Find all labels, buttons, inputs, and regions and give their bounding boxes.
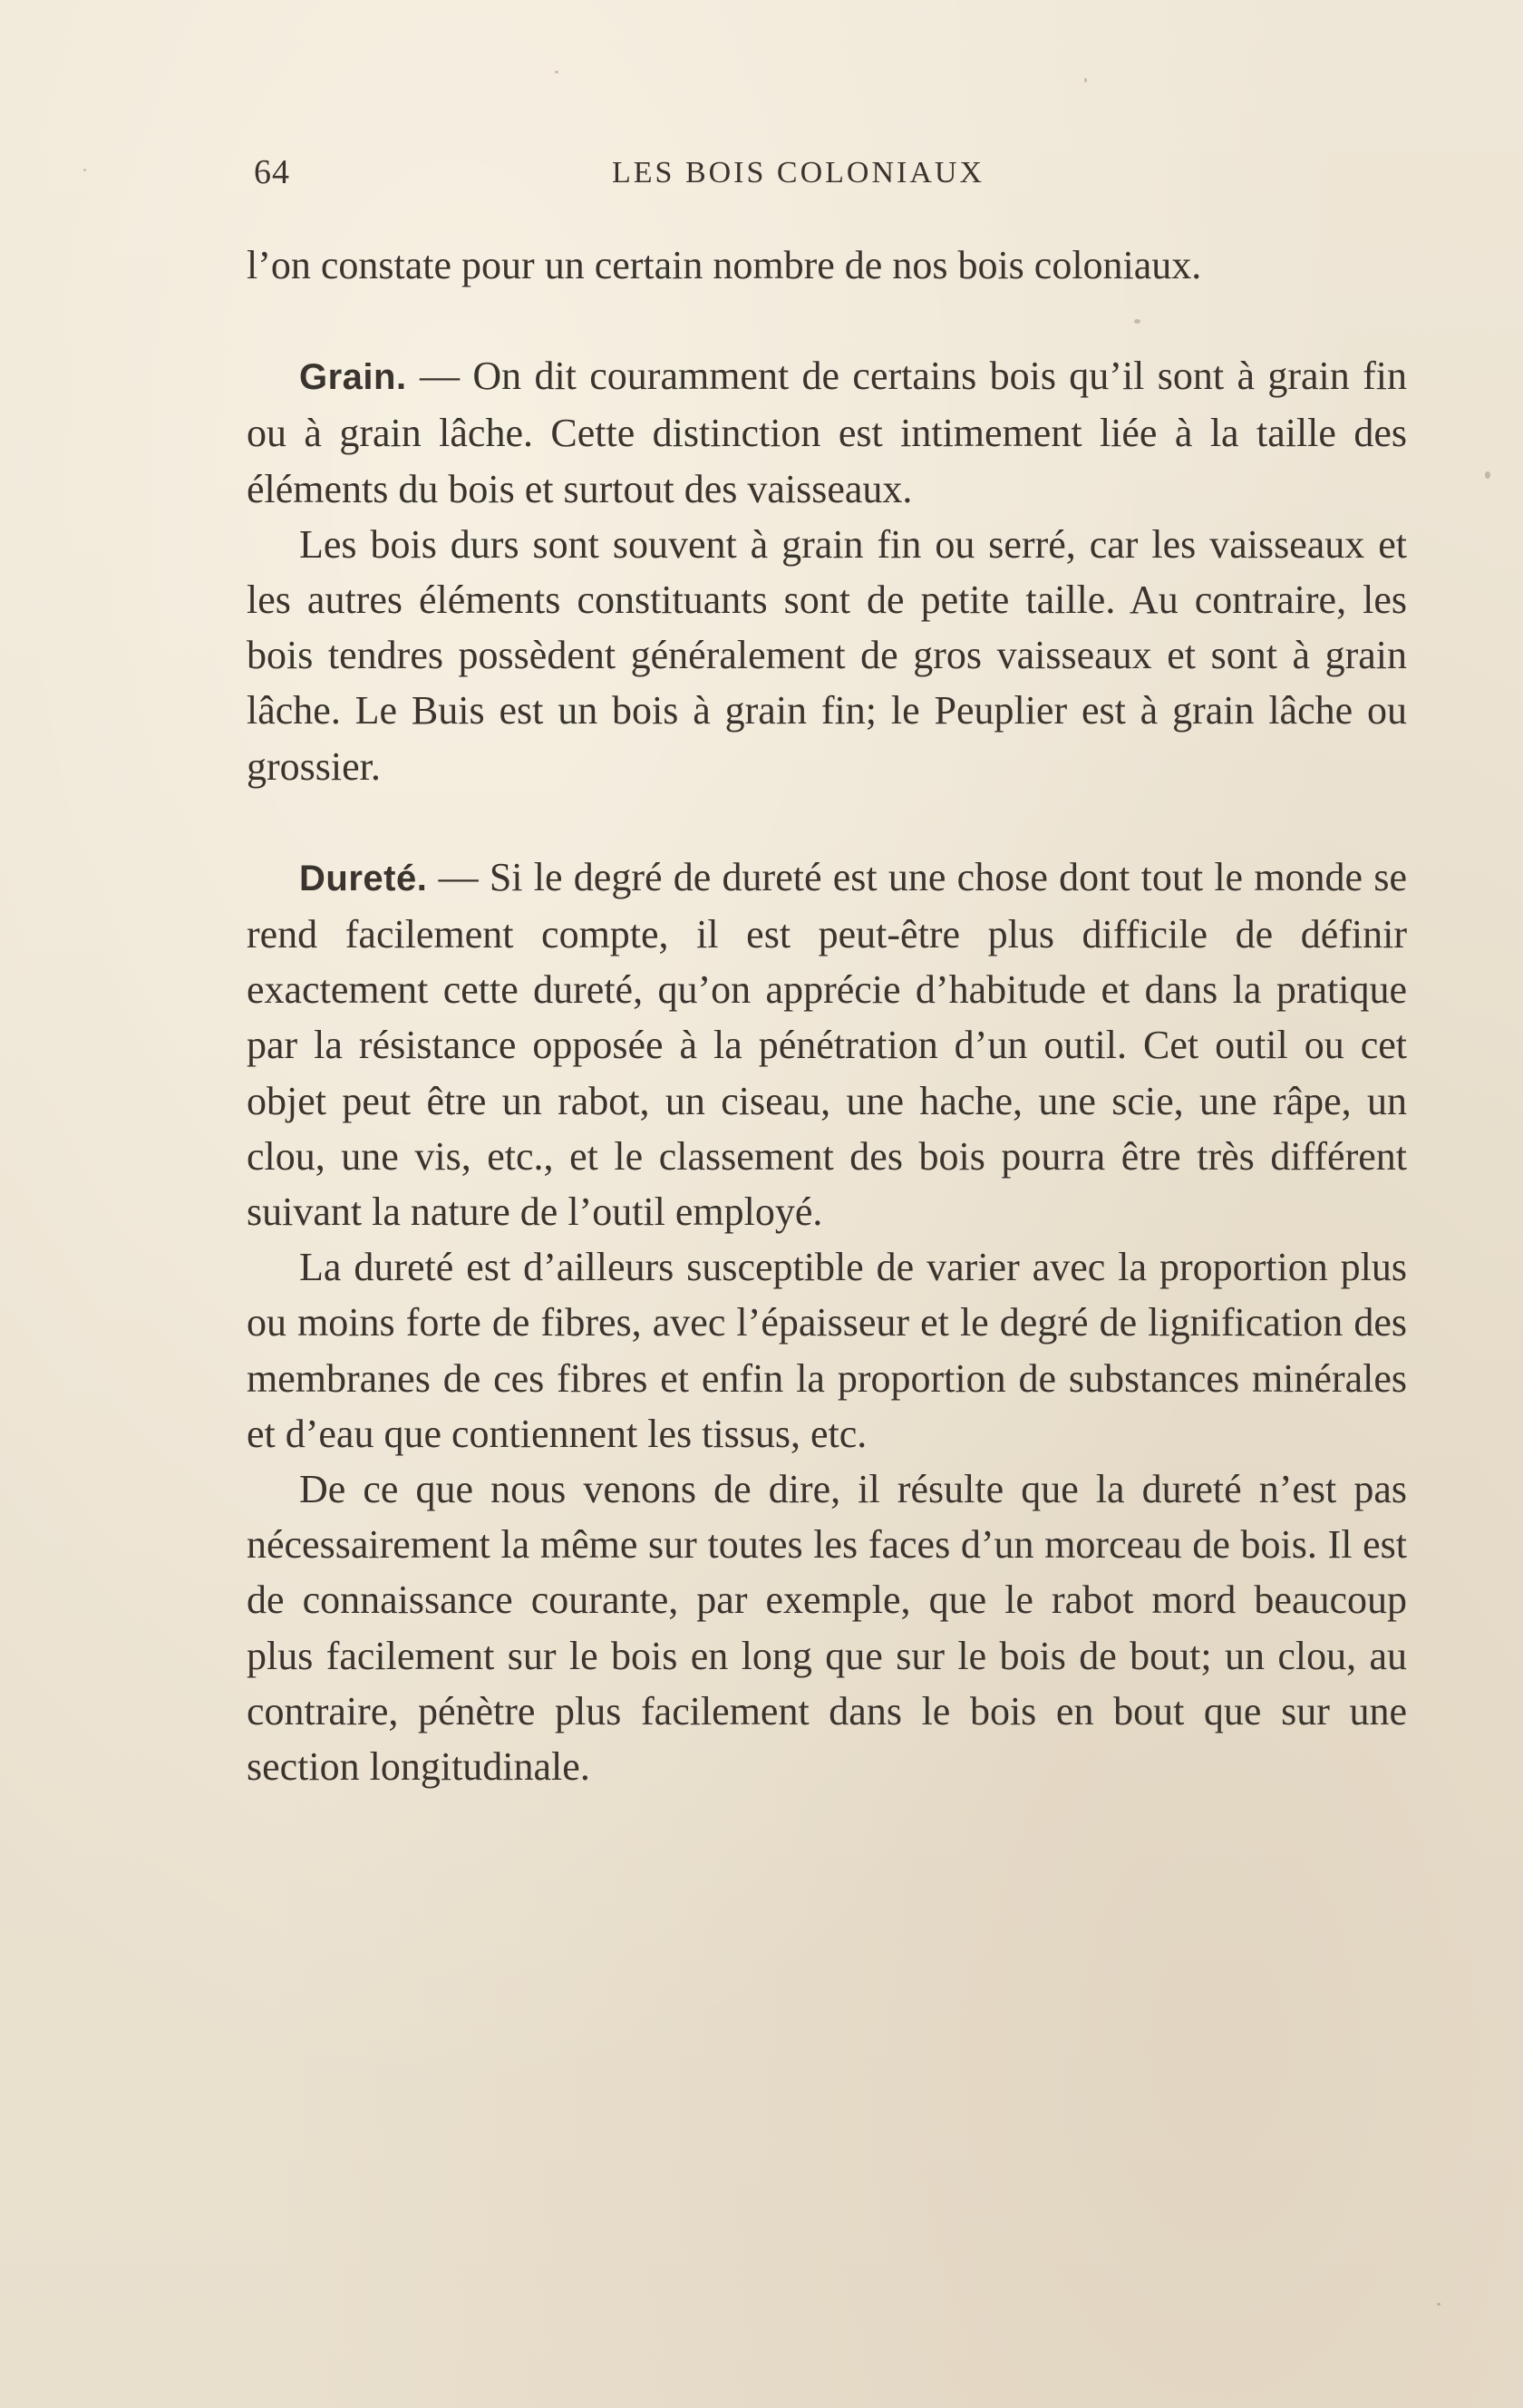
grain-paragraph-2: Les bois durs sont souvent à grain fin ou serré, car les vaisseaux et les autres éléments constituants sont de petite taille. Au contraire, les bois tendres possèdent généralement de gros vaisseaux et sont à grain lâche. Le Buis est un bois à grain fin; le Peuplier est à grain lâche ou grossier.	[247, 521, 1407, 789]
page-header	[254, 152, 1405, 198]
paper-speck	[555, 71, 558, 73]
grain-definition: — On dit couramment de certains bois qu’il sont à grain fin ou à grain lâche. Cette distinction est intimement liée à la taille des éléments du bois et surtout des vaisseaux.	[247, 354, 1407, 511]
page-number: 64	[254, 153, 290, 191]
durete-section-paragraph	[247, 850, 1407, 1239]
durete-paragraph-3: De ce que nous venons de dire, il résulte que la dureté n’est pas nécessairement la même sur toutes les faces d’un morceau de bois. Il est de connaissance courante, par exemple, que le rabot mord beaucoup plus facilement sur le bois en long que sur le bois de bout; un clou, au contraire, pénètre plus facilement dans le bois en bout que sur une section longitudinale.	[247, 1467, 1407, 1790]
grain-section-paragraph	[247, 348, 1407, 517]
grain-term: Grain.	[299, 357, 407, 398]
intro-continuation-paragraph: l’on constate pour un certain nombre de nos bois coloniaux.	[247, 243, 1202, 287]
paper-speck	[83, 169, 86, 171]
paper-speck	[1084, 78, 1087, 83]
paper-speck	[1485, 471, 1490, 479]
paper-speck	[1437, 2303, 1441, 2306]
durete-paragraph-2: La dureté est d’ailleurs susceptible de varier avec la proportion plus ou moins forte de fibres, avec l’épaisseur et le degré de lignification des membranes de ces fibres et enfin la proportion de substances minérales et d’eau que contiennent les tissus, etc.	[247, 1245, 1407, 1456]
body-text	[247, 238, 1407, 1794]
durete-definition: — Si le degré de dureté est une chose dont tout le monde se rend facilement compte, il est peut-être plus difficile de définir exactement cette dureté, qu’on apprécie d’habitude et dans la pratique par la résistance opposée à la pénétration d’un outil. Cet outil ou cet objet peut être un rabot, un ciseau, une hache, une scie, une râpe, un clou, une vis, etc., et le classement des bois pourra être très différent suivant la nature de l’outil employé.	[247, 854, 1407, 1235]
durete-term: Dureté.	[299, 858, 428, 898]
running-title: LES BOIS COLONIAUX	[612, 156, 985, 189]
